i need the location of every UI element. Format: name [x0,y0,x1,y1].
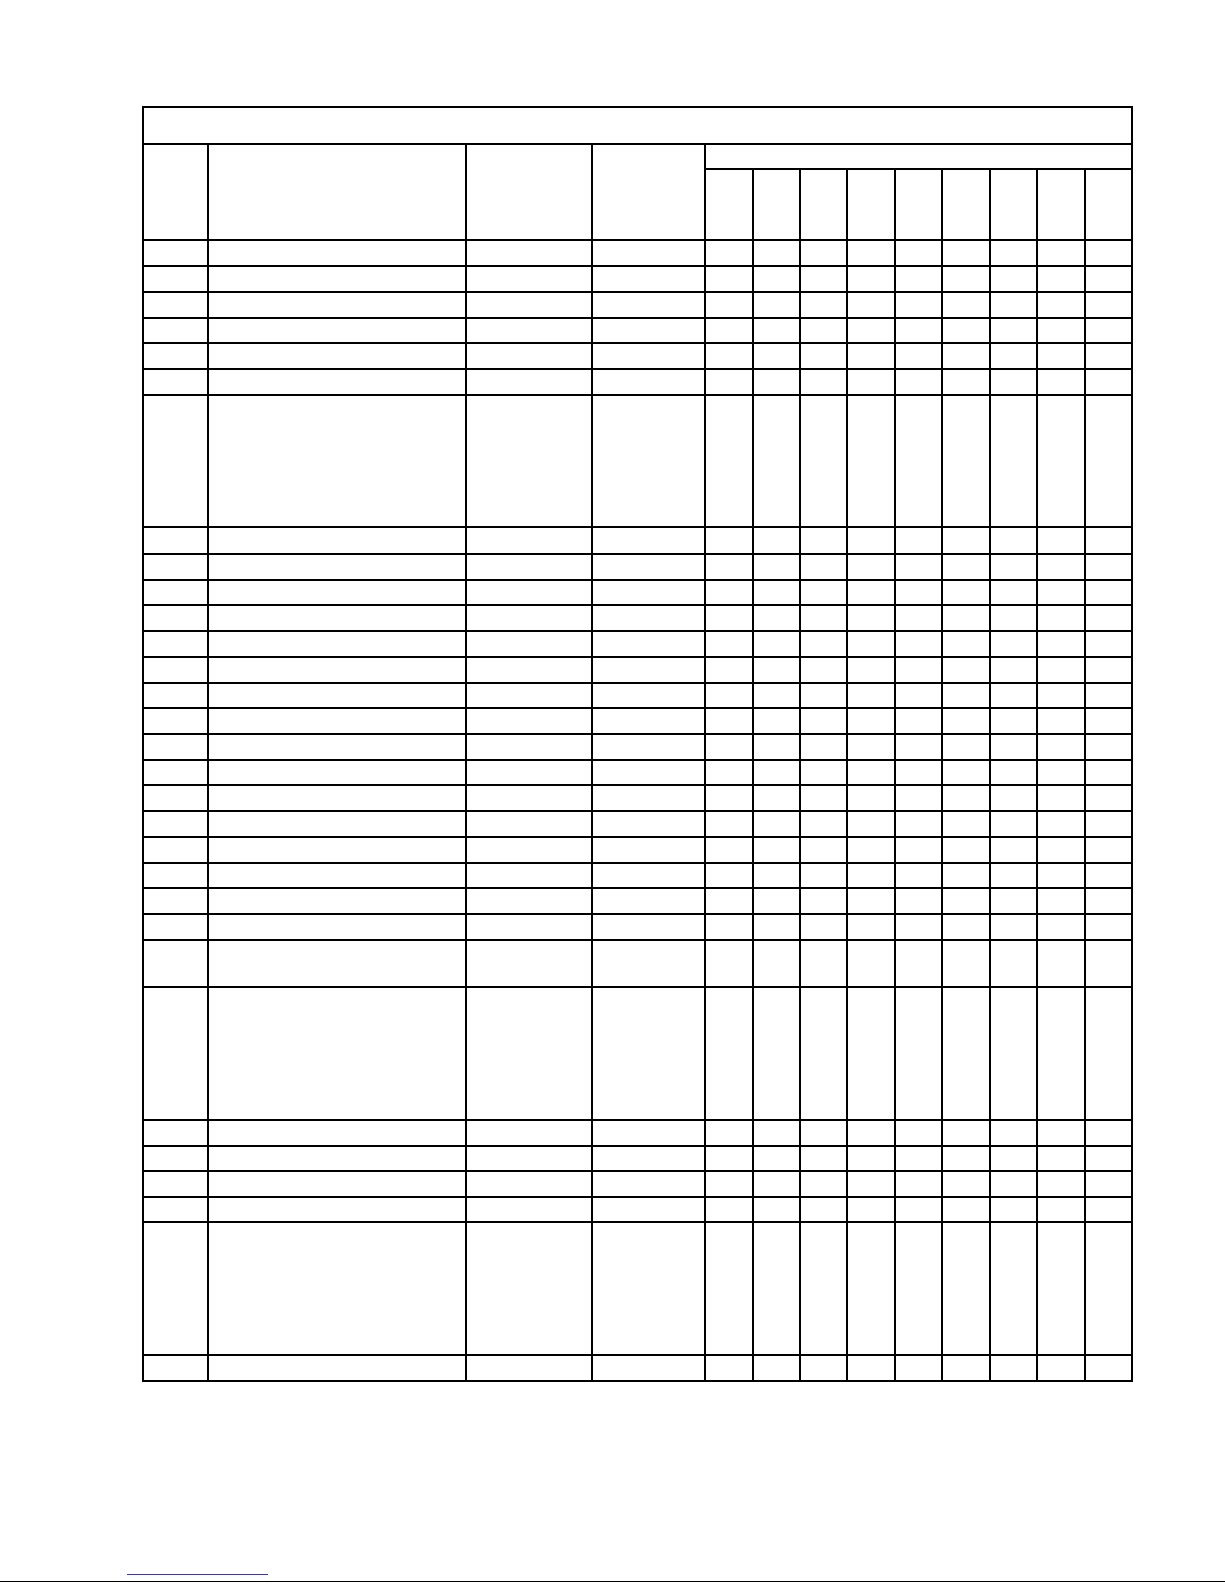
footer-link-underline[interactable] [127,1574,268,1575]
table-outer-border [143,107,1132,1381]
page-bottom-rule [0,1581,1225,1582]
